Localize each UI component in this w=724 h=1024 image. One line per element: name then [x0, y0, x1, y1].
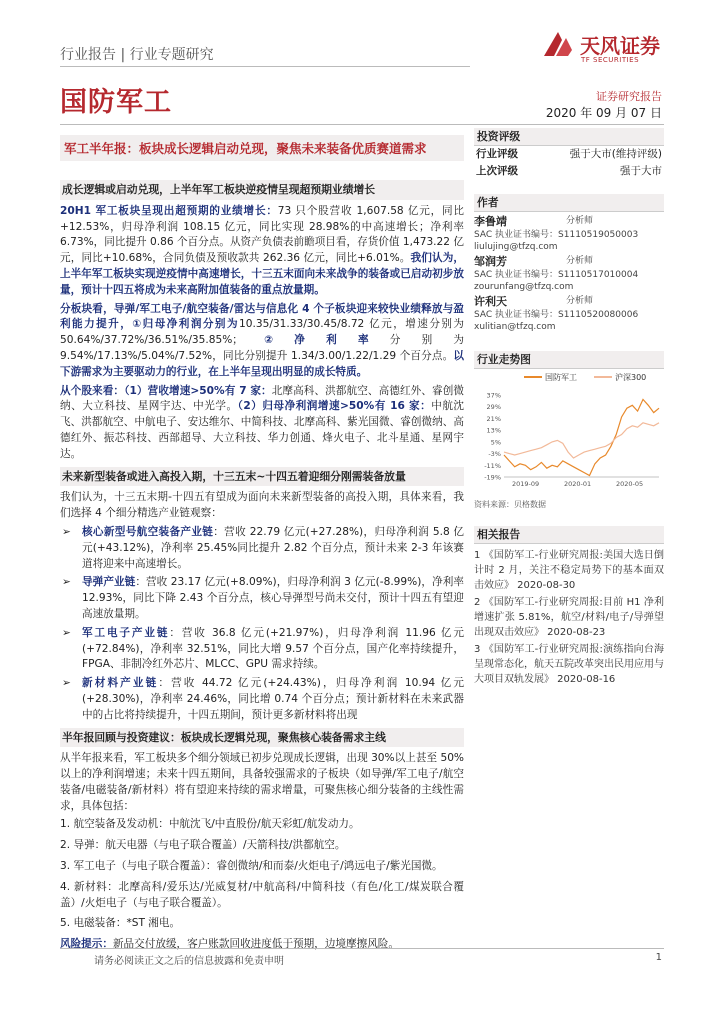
- y-tick-label: -11%: [484, 461, 501, 470]
- chain-name: 新材料产业链: [82, 677, 159, 690]
- section-heading-1: 成长逻辑或启动兑现，上半年军工板块逆疫情呈现超预期业绩增长: [60, 180, 464, 200]
- rating-value: 强于大市(维持评级): [569, 148, 662, 160]
- y-tick-label: 13%: [486, 426, 501, 435]
- p2-body: 10.35/31.33/30.45/8.72 亿元，增速分别为 50.64%/37.72%/36.51%/35.85%；: [60, 318, 464, 347]
- analyst-card: [474, 295, 664, 333]
- related-report-link[interactable]: 1 《国防军工-行业研究周报:美国大选日倒计时 2 月，关注不稳定局势下的基本面双击效应》 2020-08-30: [474, 550, 664, 591]
- footer-divider: [60, 948, 664, 949]
- p3-bold-1: 从个股来看：（1）营收增速>50%有 7 家：: [60, 384, 272, 397]
- chain-text: ：营收 44.72 亿元(+24.43%)，归母净利润 10.94 亿元(+28.30%)，净利率 24.46%，同比增 0.74 个百分点；预计新材料在未来武器中的占比将持续提升，十四五期间，预计更多新材料将出现: [82, 677, 464, 721]
- section-heading-2: 未来新型装备或进入高投入期，十三五末~十四五着迎细分刚需装备放量: [60, 467, 464, 487]
- rating-label: 行业评级: [476, 148, 518, 160]
- analyst-card: [474, 215, 664, 253]
- chain-text: ：营收 22.79 亿元(+27.28%)，归母净利润 5.8 亿元(+43.12%)，净利率 25.45%同比提升 2.82 个百分点，预计未来 2-3 年该赛道将迎来中高速增长。: [82, 525, 465, 570]
- top-divider: [60, 124, 664, 125]
- y-tick-label: 21%: [486, 414, 501, 423]
- rating-row: [474, 146, 664, 163]
- p2-conclusion: 以下游需求为主要驱动力的行业，在上半年呈现出明显的成长特质。: [60, 349, 464, 378]
- sidebar: [474, 128, 664, 689]
- report-type: 证券研究报告: [596, 90, 662, 103]
- chain-item: [60, 676, 464, 723]
- main-column: [60, 176, 464, 956]
- industry-title: 国防军工: [60, 87, 172, 118]
- p1-body: 73 只个股营收 1,607.58 亿元，同比+12.53%，归母净利润 108.15 亿元，同比实现 28.98%的中高速增长；净利率 6.73%，同比提升 0.86 个百分点。从资产负债表前瞻项目看，存货价值 1,473.22 亿元，同比+10.68%，合同负债及预收款共 262.36 亿元，同比+6.01%。: [60, 204, 464, 265]
- analyst-email[interactable]: zourunfang@tfzq.com: [474, 282, 574, 292]
- paragraph-h1-performance: [60, 204, 464, 299]
- bullet-arrow-icon: ➢: [62, 576, 71, 589]
- chain-item: [60, 575, 464, 622]
- analyst-cert: SAC 执业证书编号：S1110519050003: [474, 230, 639, 240]
- p2-netmargin-label: ②净利率: [242, 334, 390, 347]
- p2-netmargin: 分别为 9.54%/17.13%/5.04%/7.52%，同比分别提升 1.34/3.00/1.22/1.29 个百分点。: [60, 334, 464, 362]
- list-item: 3. 军工电子（与电子联合覆盖）：睿创微纳/和而泰/火炬电子/鸿远电子/紫光国微。: [60, 860, 443, 873]
- author-title: 作者: [474, 194, 664, 211]
- paragraph-sub-sectors: [60, 302, 464, 381]
- chain-name: 军工电子产业链: [82, 626, 170, 639]
- p3-bold-2: （2）归母净利润增速>50%有 16 家：: [237, 400, 432, 413]
- risk-warning: [60, 937, 464, 953]
- analyst-email[interactable]: xulitian@tfzq.com: [474, 322, 556, 332]
- x-tick-label: 2020-01: [564, 480, 592, 488]
- header-divider: [60, 66, 470, 67]
- chain-item: [60, 525, 464, 572]
- analyst-card: [474, 255, 664, 293]
- industry-trend-chart: [474, 369, 664, 494]
- y-tick-label: -3%: [488, 450, 501, 459]
- list-item: 2. 导弹：航天电器（与电子联合覆盖）/天箭科技/洪都航空。: [60, 839, 346, 852]
- chain-name: 核心新型号航空装备产业链: [82, 525, 214, 538]
- bullet-arrow-icon: ➢: [62, 525, 71, 538]
- report-category: 行业报告 | 行业专题研究: [60, 47, 214, 63]
- chain-text: ：营收 36.8 亿元(+21.97%)，归母净利润 11.96 亿元(+72.84%)，净利率 32.51%，同比大增 9.57 个百分点，国产化率持续提升，FPGA、非制冷红外芯片、MLCC、GPU 需求持续。: [82, 626, 465, 671]
- chain-name: 导弹产业链: [82, 576, 136, 589]
- list-item: 4. 新材料：北摩高科/爱乐达/光威复材/中航高科/中简科技（有色/化工/煤炭联合覆盖）/火炬电子（与电子联合覆盖）。: [60, 880, 464, 909]
- p1-conclusion: 我们认为，上半年军工板块实现逆疫情中高速增长，十三五末面向未来战争的装备或已启动初步放量，预计十四五将成为未来高附加值装备的重点放量期。: [60, 252, 465, 296]
- list-item: 5. 电磁装备：*ST 湘电。: [60, 917, 181, 930]
- series-line: [504, 423, 659, 458]
- bullet-arrow-icon: ➢: [62, 626, 71, 639]
- p3-body-1: 北摩高科、洪都航空、高德红外、睿创微纳、大立科技、星网宇达、中光学。: [60, 384, 464, 413]
- tf-logo-icon: [538, 26, 578, 66]
- chain-text: ：营收 23.17 亿元(+8.09%)，归母净利润 3 亿元(-8.99%)，净利率 12.93%，同比下降 2.43 个百分点，核心导弹型号尚未交付，预计十四五有望迎高速放量期。: [82, 576, 465, 620]
- logo-name: 天风证券: [580, 34, 660, 58]
- analyst-role: 分析师: [566, 216, 594, 226]
- analyst-cert: SAC 执业证书编号：S1110517010004: [474, 270, 639, 280]
- related-title: 相关报告: [474, 526, 664, 543]
- page-number: 1: [655, 952, 662, 963]
- analyst-name: 许利天: [474, 295, 507, 308]
- risk-label: 风险提示：: [60, 938, 113, 951]
- legend-label: 沪深300: [615, 373, 647, 382]
- analyst-cert: SAC 执业证书编号：S1110520080006: [474, 310, 639, 320]
- chain-list: [60, 525, 464, 724]
- related-report-link[interactable]: 2 《国防军工-行业研究周报:目前 H1 净利增速扩张 5.81%，航空/材料/电子/导弹望出现双击效应》 2020-08-23: [474, 597, 664, 638]
- report-date: 2020 年 09 月 07 日: [545, 106, 662, 120]
- y-tick-label: -19%: [484, 473, 501, 482]
- trend-title: 行业走势图: [474, 351, 664, 368]
- logo-subtitle: TF SECURITIES: [581, 56, 640, 64]
- related-report-link[interactable]: 3 《国防军工-行业研究周报:演练指向台海呈现常态化，航天五院改革突出民用应用与大项目双轨发展》 2020-08-16: [474, 644, 664, 685]
- rating-row: [474, 163, 664, 180]
- p2-bold: 分板块看，导弹/军工电子/航空装备/雷达与信息化 4 个子板块迎来较快业绩释放与盈利能力提升，①归母净利润分别为: [60, 302, 464, 331]
- rating-value: 强于大市: [620, 165, 662, 177]
- chart-source: 资料来源：贝格数据: [474, 500, 546, 509]
- p1-bold: 20H1 军工板块呈现出超预期的业绩增长：: [60, 204, 278, 217]
- analyst-name: 邹润芳: [474, 255, 507, 268]
- y-tick-label: 29%: [486, 403, 501, 412]
- rating-label: 上次评级: [476, 165, 518, 177]
- analyst-email[interactable]: liulujing@tfzq.com: [474, 242, 558, 252]
- report-headline: 军工半年报：板块成长逻辑启动兑现，聚焦未来装备优质赛道需求: [60, 135, 464, 161]
- rating-title: 投资评级: [474, 128, 664, 145]
- y-tick-label: 37%: [486, 391, 501, 400]
- bullet-arrow-icon: ➢: [62, 677, 71, 690]
- y-tick-label: 5%: [490, 438, 501, 447]
- paragraph-new-equipment: 我们认为，十三五末期-十四五有望成为面向未来新型装备的高投入期，具体来看，我们选择 4 个细分精选产业链观察：: [60, 491, 464, 520]
- list-item: 1. 航空装备及发动机：中航沈飞/中直股份/航天彩虹/航发动力。: [60, 818, 360, 831]
- section-heading-3: 半年报回顾与投资建议：板块成长逻辑兑现，聚焦核心装备需求主线: [60, 728, 464, 748]
- x-tick-label: 2020-05: [616, 480, 644, 488]
- analyst-role: 分析师: [566, 296, 594, 306]
- analyst-name: 李鲁靖: [474, 215, 507, 228]
- legend-label: 国防军工: [545, 373, 577, 382]
- paragraph-recommendation: 从半年报来看，军工板块多个细分领域已初步兑现成长逻辑，出现 30%以上甚至 50%以上的净利润增速；未来十四五期间，具备较强需求的子板块（如导弹/军工电子/航空装备/电磁装备/新材料）将有望迎来持续的需求增量，可聚焦核心细分装备的主线性需求，具体包括：: [60, 752, 464, 812]
- series-line: [504, 399, 659, 475]
- x-tick-label: 2019-09: [512, 480, 540, 488]
- p3-body-2: 中航沈飞、洪都航空、中航电子、安达维尔、中简科技、北摩高科、紫光国微、睿创微纳、高德红外、振芯科技、西部超导、大立科技、华力创通、烽火电子、北斗星通、星网宇达。: [60, 400, 465, 460]
- paragraph-stocks: [60, 384, 464, 463]
- footer-disclaimer: 请务必阅读正文之后的信息披露和免责申明: [94, 956, 284, 967]
- chain-item: [60, 626, 464, 673]
- analyst-role: 分析师: [566, 256, 594, 266]
- risk-text: 新品交付放缓，客户账款回收进度低于预期，边境摩擦风险。: [112, 938, 399, 951]
